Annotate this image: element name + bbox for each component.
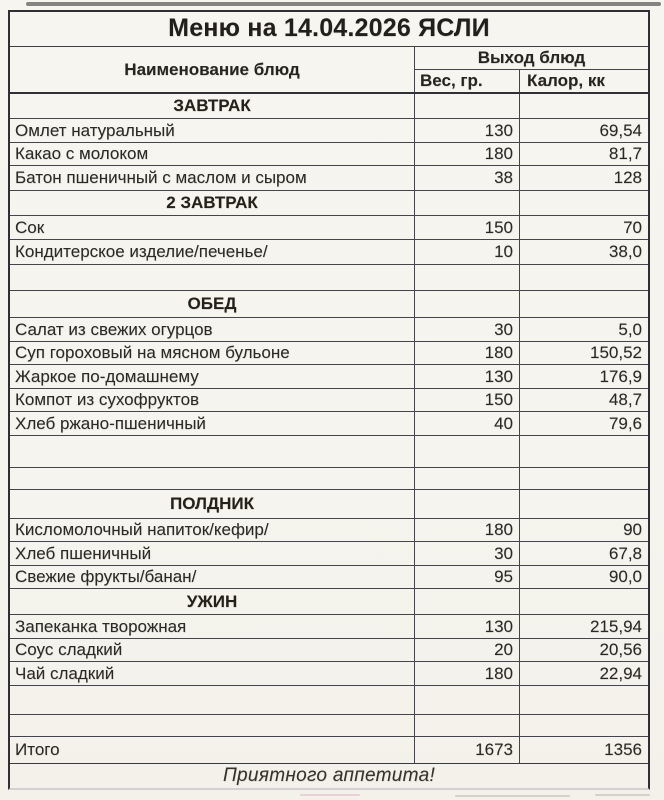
dish-name-cell: ЗАВТРАК: [173, 96, 251, 115]
weight-cell: [414, 490, 519, 518]
menu-item-row: [10, 365, 648, 389]
dish-name-cell: Итого: [15, 740, 60, 759]
calories-cell: 176,9: [519, 365, 648, 388]
dish-name-cell: Свежие фрукты/банан/: [15, 567, 197, 586]
dish-name-cell: Кисломолочный напиток/кефир/: [15, 520, 269, 539]
dish-name-cell: Омлет натуральный: [15, 120, 175, 140]
weight-cell: 150: [414, 216, 519, 239]
menu-item-row: [10, 318, 648, 342]
calories-cell: [519, 94, 648, 118]
dish-name-cell: [10, 436, 414, 467]
empty-row: [10, 686, 648, 715]
dish-name-cell: Суп гороховый на мясном бульоне: [15, 343, 290, 362]
dish-name-cell: Жаркое по-домашнему: [15, 366, 199, 386]
weight-cell: 1673: [414, 737, 519, 763]
menu-title: Меню на 14.04.2026 ЯСЛИ: [10, 12, 648, 47]
empty-row: [10, 265, 648, 291]
menu-item-row: [10, 240, 648, 265]
dish-name-cell: Салат из свежих огурцов: [15, 319, 213, 339]
weight-cell: 130: [414, 119, 519, 142]
calories-cell: [519, 468, 648, 489]
dish-name-cell: [10, 468, 414, 489]
calories-cell: 1356: [519, 737, 648, 763]
calories-cell: 69,54: [519, 119, 648, 142]
section-row: [10, 490, 648, 519]
weight-cell: 20: [414, 639, 519, 661]
dish-name-cell: Чай сладкий: [15, 663, 115, 683]
empty-row: [10, 436, 648, 468]
column-header-output-group: Выход блюд: [414, 47, 648, 70]
column-header-weight: Вес, гр.: [414, 70, 519, 92]
weight-cell: 130: [414, 365, 519, 388]
calories-cell: 79,6: [519, 412, 648, 435]
section-row: [10, 291, 648, 318]
calories-cell: 70: [519, 216, 648, 239]
calories-cell: 22,94: [519, 662, 648, 685]
dish-name-cell: Хлеб пшеничный: [15, 543, 152, 563]
menu-item-row: [10, 615, 648, 639]
weight-cell: 180: [414, 342, 519, 364]
weight-cell: 40: [414, 412, 519, 435]
calories-cell: [519, 490, 648, 518]
calories-cell: 90,0: [519, 566, 648, 588]
calories-cell: [519, 686, 648, 714]
dish-name-cell: Сок: [15, 217, 45, 237]
dish-name-cell: Соус сладкий: [15, 640, 123, 659]
weight-cell: 180: [414, 143, 519, 165]
calories-cell: 5,0: [519, 318, 648, 341]
calories-cell: 67,8: [519, 542, 648, 565]
dish-name-cell: Какао с молоком: [15, 144, 149, 163]
dish-name-cell: [10, 686, 414, 714]
dish-name-cell: [10, 715, 414, 736]
section-row: [10, 94, 648, 119]
calories-cell: [519, 265, 648, 290]
dish-name-cell: Батон пшеничный с маслом и сыром: [15, 168, 307, 187]
menu-item-row: [10, 412, 648, 436]
menu-item-row: [10, 166, 648, 191]
weight-cell: 95: [414, 566, 519, 588]
weight-cell: 130: [414, 615, 519, 638]
menu-item-row: [10, 639, 648, 662]
weight-cell: [414, 715, 519, 736]
weight-cell: [414, 94, 519, 118]
weight-cell: [414, 589, 519, 614]
dish-name-cell: Компот из сухофруктов: [15, 390, 200, 409]
menu-item-row: [10, 342, 648, 365]
calories-cell: [519, 191, 648, 215]
calories-cell: 48,7: [519, 389, 648, 411]
section-row: [10, 191, 648, 216]
column-header-calories: Калор, кк: [519, 70, 648, 92]
calories-cell: [519, 436, 648, 467]
column-header-dish-name: Наименование блюд: [124, 59, 300, 79]
dish-name-cell: ПОЛДНИК: [170, 494, 254, 513]
scan-artifact-top-edge: [26, 2, 661, 6]
weight-cell: [414, 686, 519, 714]
dish-name-cell: Хлеб ржано-пшеничный: [15, 413, 206, 433]
dish-name-cell: ОБЕД: [187, 294, 237, 313]
weight-cell: [414, 265, 519, 290]
empty-row: [10, 715, 648, 737]
menu-item-row: [10, 143, 648, 166]
dish-name-cell: [10, 265, 414, 290]
menu-item-row: [10, 389, 648, 412]
total-row: [10, 737, 648, 764]
dish-name-cell: 2 ЗАВТРАК: [166, 193, 258, 212]
calories-cell: 38,0: [519, 240, 648, 264]
dish-name-cell: УЖИН: [186, 591, 238, 611]
weight-cell: 30: [414, 542, 519, 565]
calories-cell: [519, 715, 648, 736]
scan-artifact-bottom-1: [300, 794, 360, 796]
menu-item-row: [10, 542, 648, 566]
weight-cell: 180: [414, 662, 519, 685]
weight-cell: [414, 291, 519, 317]
scan-artifact-bottom-3: [595, 794, 650, 796]
weight-cell: 10: [414, 240, 519, 264]
menu-table: [8, 10, 650, 790]
dish-name-cell: Кондитерское изделие/печенье/: [15, 242, 268, 261]
footer-message: Приятного аппетита!: [222, 765, 436, 786]
calories-cell: 90: [519, 519, 648, 541]
weight-cell: 180: [414, 519, 519, 541]
calories-cell: 81,7: [519, 143, 648, 165]
weight-cell: 38: [414, 166, 519, 190]
menu-item-row: [10, 119, 648, 143]
calories-cell: 20,56: [519, 639, 648, 661]
weight-cell: 30: [414, 318, 519, 341]
weight-cell: [414, 468, 519, 489]
calories-cell: 150,52: [519, 342, 648, 364]
dish-name-cell: Запеканка творожная: [15, 616, 187, 636]
calories-cell: 215,94: [519, 615, 648, 638]
menu-rows-container: [10, 94, 648, 764]
table-header: [10, 47, 648, 94]
menu-item-row: [10, 662, 648, 686]
weight-cell: [414, 191, 519, 215]
calories-cell: [519, 291, 648, 317]
scan-artifact-bottom-2: [455, 795, 570, 797]
weight-cell: [414, 436, 519, 467]
menu-item-row: [10, 519, 648, 542]
calories-cell: [519, 589, 648, 614]
menu-item-row: [10, 566, 648, 589]
menu-item-row: [10, 216, 648, 240]
weight-cell: 150: [414, 389, 519, 411]
empty-row: [10, 468, 648, 490]
section-row: [10, 589, 648, 615]
calories-cell: 128: [519, 166, 648, 190]
